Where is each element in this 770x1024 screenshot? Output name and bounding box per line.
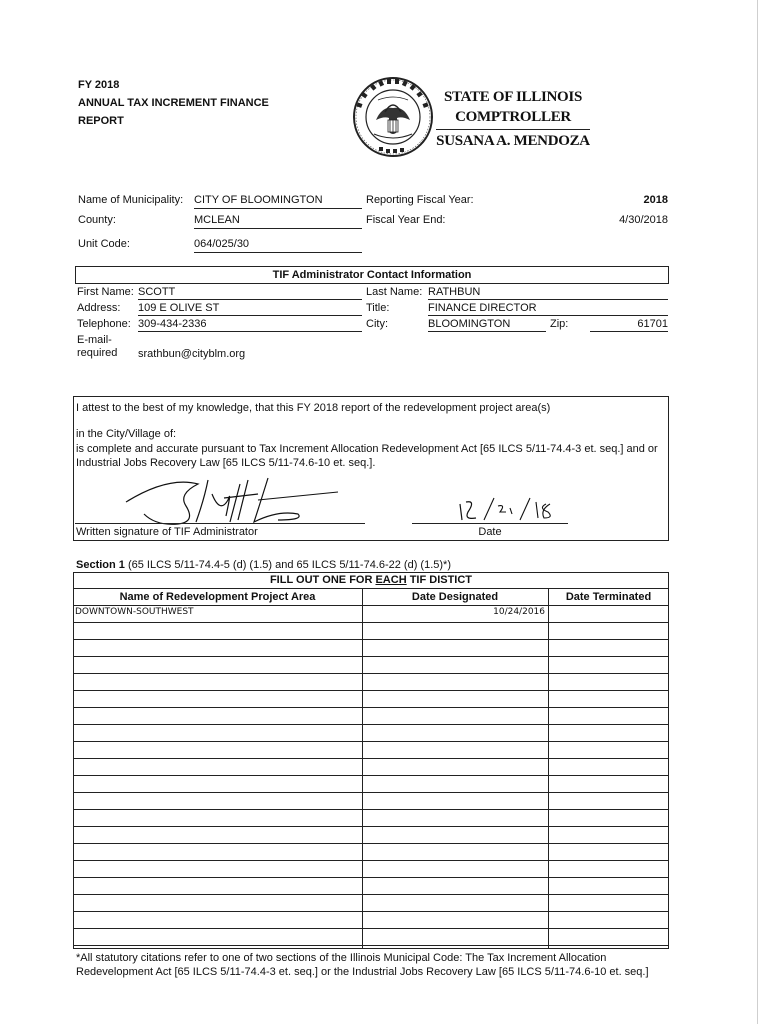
- fiscal-year-end-value: 4/30/2018: [619, 214, 668, 226]
- table-title-a: FILL OUT ONE FOR: [269, 574, 376, 586]
- date-line: [412, 523, 568, 524]
- fiscal-year-value: 2018: [643, 194, 668, 206]
- col-header-designated: Date Designated: [411, 591, 499, 603]
- table-col-divider: [362, 588, 363, 949]
- email-label: E-mail-: [77, 334, 112, 346]
- col-header-terminated: Date Terminated: [565, 591, 652, 603]
- table-title-c: TIF DISTICT: [406, 574, 473, 586]
- report-title-line: ANNUAL TAX INCREMENT FINANCE: [78, 97, 269, 109]
- last-name-label: Last Name:: [366, 286, 423, 298]
- email-label-required: required: [77, 347, 118, 359]
- last-name-value: RATHBUN: [428, 286, 668, 300]
- table-row-divider: [73, 690, 669, 691]
- telephone-label: Telephone:: [77, 318, 131, 330]
- state-seal-icon: [352, 76, 434, 158]
- table-title-each: EACH: [375, 574, 407, 586]
- fiscal-year-end-label: Fiscal Year End:: [366, 214, 446, 226]
- city-label: City:: [366, 318, 388, 330]
- signature-label: Written signature of TIF Administrator: [76, 526, 258, 538]
- address-label: Address:: [77, 302, 121, 314]
- table-row-divider: [73, 758, 669, 759]
- date-label: Date: [478, 526, 502, 538]
- col-header-name: Name of Redevelopment Project Area: [119, 591, 316, 603]
- date-designated: 10/24/2016: [493, 607, 545, 617]
- table-row-divider: [73, 724, 669, 725]
- table-row-divider: [73, 792, 669, 793]
- header-divider: [436, 129, 590, 130]
- table-title: [73, 573, 669, 587]
- county-value: MCLEAN: [194, 214, 362, 229]
- table-row-divider: [73, 911, 669, 912]
- table-row-divider: [73, 639, 669, 640]
- county-label: County:: [78, 214, 116, 226]
- footnote: *All statutory citations refer to one of two sections of the Illinois Municipal Code: The Tax Increment Allocation: [76, 952, 607, 964]
- table-row-divider: [73, 673, 669, 674]
- zip-value: 61701: [590, 318, 668, 332]
- table-row-divider: [73, 894, 669, 895]
- table-row-divider: [73, 877, 669, 878]
- table-row-divider: [73, 860, 669, 861]
- signature-line: [75, 523, 365, 524]
- contact-title: TIF Administrator Contact Information: [272, 269, 472, 281]
- comptroller-name: SUSANA A. MENDOZA: [436, 133, 590, 149]
- attest-line: I attest to the best of my knowledge, that this FY 2018 report of the redevelopment project area(s): [76, 402, 551, 414]
- unit-code-label: Unit Code:: [78, 238, 130, 250]
- municipality-label: Name of Municipality:: [78, 194, 184, 206]
- tif-district-table: [73, 572, 669, 949]
- table-row-divider: [73, 656, 669, 657]
- title-label: Title:: [366, 302, 390, 314]
- report-title-line: REPORT: [78, 115, 124, 127]
- table-row-divider: [73, 928, 669, 929]
- table-row-divider: [73, 843, 669, 844]
- table-row-divider: [73, 826, 669, 827]
- first-name-value: SCOTT: [138, 286, 362, 300]
- table-row-divider: [73, 741, 669, 742]
- table-col-divider: [548, 588, 549, 949]
- section1-citation: (65 ILCS 5/11-74.4-5 (d) (1.5) and 65 ILCS 5/11-74.6-22 (d) (1.5)*): [124, 559, 451, 571]
- comptroller-label: COMPTROLLER: [455, 109, 571, 125]
- attest-line: Industrial Jobs Recovery Law [65 ILCS 5/11-74.6-10 et. seq.].: [76, 457, 376, 469]
- table-row-divider: [73, 775, 669, 776]
- fiscal-year-label: Reporting Fiscal Year:: [366, 194, 474, 206]
- section1-heading: [76, 559, 451, 571]
- municipality-value: CITY OF BLOOMINGTON: [194, 194, 362, 209]
- table-row-divider: [73, 809, 669, 810]
- attest-line: in the City/Village of:: [76, 428, 177, 440]
- report-year: FY 2018: [78, 79, 120, 91]
- scan-edge: [757, 0, 758, 1024]
- address-value: 109 E OLIVE ST: [138, 302, 362, 316]
- zip-label: Zip:: [550, 318, 569, 330]
- administrator-signature: [108, 470, 368, 530]
- handwritten-date: [454, 494, 564, 524]
- telephone-value: 309-434-2336: [138, 318, 362, 332]
- title-value: FINANCE DIRECTOR: [428, 302, 668, 316]
- city-value: BLOOMINGTON: [428, 318, 546, 332]
- section1-number: Section 1: [76, 559, 125, 571]
- table-row: [73, 605, 669, 622]
- contact-title-box: [75, 266, 669, 284]
- table-row-divider: [73, 622, 669, 623]
- email-value: srathbun@cityblm.org: [138, 348, 246, 360]
- table-row-divider: [73, 707, 669, 708]
- footnote: Redevelopment Act [65 ILCS 5/11-74.4-3 et. seq.] or the Industrial Jobs Recovery Law [65 ILCS 5/11-74.6-10 et. seq.]: [76, 966, 649, 978]
- attest-line: is complete and accurate pursuant to Tax Increment Allocation Redevelopment Act [65 ILCS 5/11-74.4-3 et. seq.] and or: [76, 443, 658, 455]
- first-name-label: First Name:: [77, 286, 134, 298]
- project-area-name: DOWNTOWN-SOUTHWEST: [75, 607, 194, 617]
- table-row-divider: [73, 945, 669, 946]
- unit-code-value: 064/025/30: [194, 238, 362, 253]
- state-name: STATE OF ILLINOIS: [443, 89, 582, 105]
